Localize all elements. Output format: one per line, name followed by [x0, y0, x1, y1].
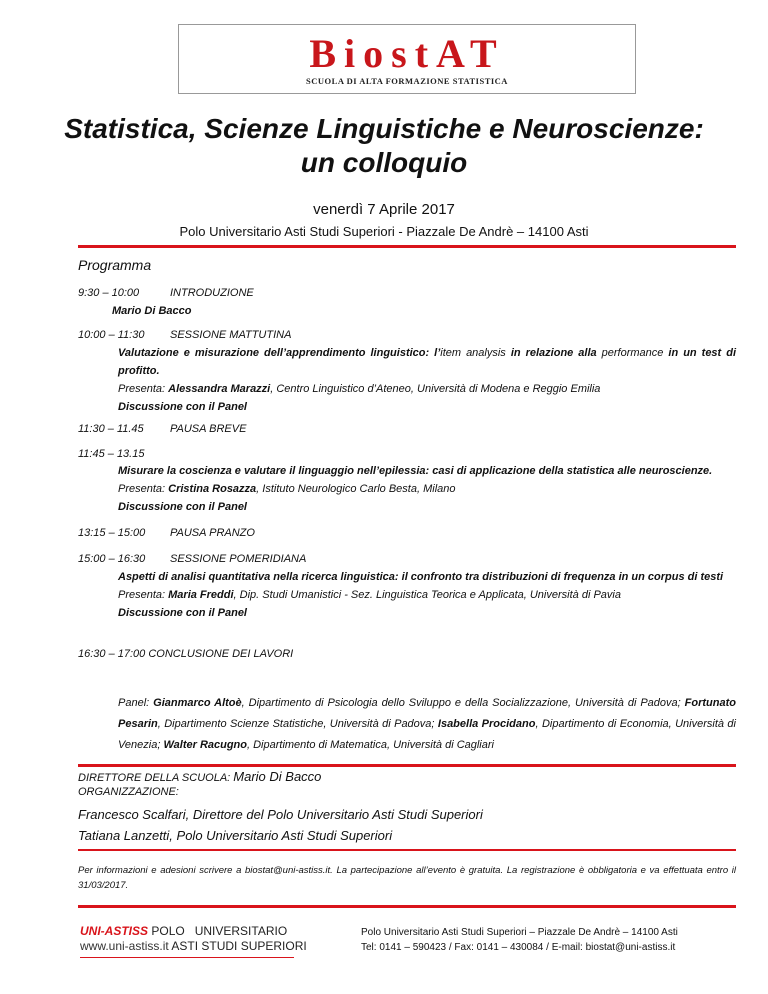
panel-members: Panel: Gianmarco Altoè, Dipartimento di Psicologia dello Sviluppo e della Socializzazione, Università di Padova; Fortunato Pesarin, Dipartimento Scienze Statistiche, Università di Padova; Isabella Procidano, Dipartimento di Economia, Università di Venezia; Walter Racugno, Dipartimento di Matematica, Università di Cagliari [118, 697, 736, 751]
session-afternoon [78, 551, 306, 568]
footer-logo [80, 924, 307, 954]
divider-footer [78, 905, 736, 908]
info-note: Per informazioni e adesioni scrivere a biostat@uni-astiss.it. La partecipazione all’evento è gratuita. La registrazione è obbligatoria e va effettuata entro il 31/03/2017. [78, 865, 736, 891]
footer-logo-line2: www.uni-astiss.it ASTI STUDI SUPERIORI [80, 939, 307, 953]
session-time: 13:15 – 15:00 [78, 527, 146, 539]
talk-presenter: Presenta: Maria Freddi, Dip. Studi Umanistici - Sez. Linguistica Teorica e Applicata, Università di Pavia [118, 589, 621, 601]
session-lunch [78, 525, 255, 542]
organization-label: ORGANIZZAZIONE: [78, 786, 179, 798]
divider-middle [78, 764, 736, 767]
footer-logo-line1: UNI-ASTISS POLO UNIVERSITARIO [80, 924, 288, 938]
talk-discussion: Discussione con il Panel [118, 401, 247, 413]
school-direction [78, 770, 321, 799]
session-label: CONCLUSIONE DEI LAVORI [148, 648, 294, 660]
session-time: 9:30 – 10:00 [78, 287, 140, 299]
divider-note [78, 849, 736, 851]
title-line-2: un colloquio [300, 147, 468, 178]
session-time: 16:30 – 17:00 [78, 648, 146, 660]
session-time: 10:00 – 11:30 [78, 329, 145, 341]
organizer-2: Tatiana Lanzetti, Polo Universitario Asti Studi Superiori [78, 828, 393, 843]
session-label: INTRODUZIONE [170, 287, 254, 299]
programme-heading: Programma [78, 257, 152, 273]
session-morning [78, 327, 291, 344]
talk-title: Valutazione e misurazione dell’apprendimento linguistico: l’item analysis in relazione alla performance in un test di profitto. [118, 347, 736, 377]
session-speaker: Mario Di Bacco [112, 305, 192, 317]
footer-contact-line: Tel: 0141 – 590423 / Fax: 0141 – 430084 / E-mail: biostat@uni-astiss.it [361, 942, 676, 953]
divider-top [78, 245, 736, 248]
title-line-1: Statistica, Scienze Linguistiche e Neuroscienze: [64, 113, 704, 144]
talk-title: Aspetti di analisi quantitativa nella ricerca linguistica: il confronto tra distribuzioni di frequenza in un corpus di testi [118, 571, 724, 583]
session-short-break [78, 421, 246, 438]
biostat-logo: BiostAT [309, 31, 505, 76]
director-line: DIRETTORE DELLA SCUOLA: Mario Di Bacco [78, 769, 322, 784]
session-late-morning [78, 446, 170, 463]
session-time: 11:45 – 13.15 [78, 448, 145, 460]
event-title [0, 112, 768, 180]
header-logo-box [178, 24, 636, 94]
talk-block-3 [118, 568, 736, 622]
event-date: venerdì 7 Aprile 2017 [313, 201, 455, 218]
talk-block-2 [118, 462, 736, 516]
talk-presenter: Presenta: Cristina Rosazza, Istituto Neurologico Carlo Besta, Milano [118, 483, 456, 495]
logo-subtitle: SCUOLA DI ALTA FORMAZIONE STATISTICA [306, 76, 508, 86]
session-intro [78, 285, 254, 302]
talk-discussion: Discussione con il Panel [118, 607, 247, 619]
session-closing [78, 646, 293, 663]
session-label: PAUSA PRANZO [170, 527, 255, 539]
session-label: PAUSA BREVE [170, 423, 247, 435]
talk-title: Misurare la coscienza e valutare il linguaggio nell’epilessia: casi di applicazione della statistica alle neuroscienze. [118, 465, 713, 477]
event-venue: Polo Universitario Asti Studi Superiori - Piazzale De Andrè – 14100 Asti [179, 224, 589, 239]
footer-logo-underline [80, 957, 294, 958]
session-label: SESSIONE MATTUTINA [170, 329, 292, 341]
footer-address-line: Polo Universitario Asti Studi Superiori – Piazzale De Andrè – 14100 Asti [361, 927, 678, 938]
session-time: 11:30 – 11.45 [78, 423, 144, 435]
session-time: 15:00 – 16:30 [78, 553, 146, 565]
session-label: SESSIONE POMERIDIANA [170, 553, 307, 565]
talk-presenter: Presenta: Alessandra Marazzi, Centro Linguistico d’Ateneo, Università di Modena e Reggio Emilia [118, 383, 601, 395]
footer-address [361, 925, 678, 955]
talk-block-1 [118, 344, 736, 416]
organizers [78, 804, 483, 846]
organizer-1: Francesco Scalfari, Direttore del Polo Universitario Asti Studi Superiori [78, 807, 483, 822]
talk-discussion: Discussione con il Panel [118, 501, 247, 513]
